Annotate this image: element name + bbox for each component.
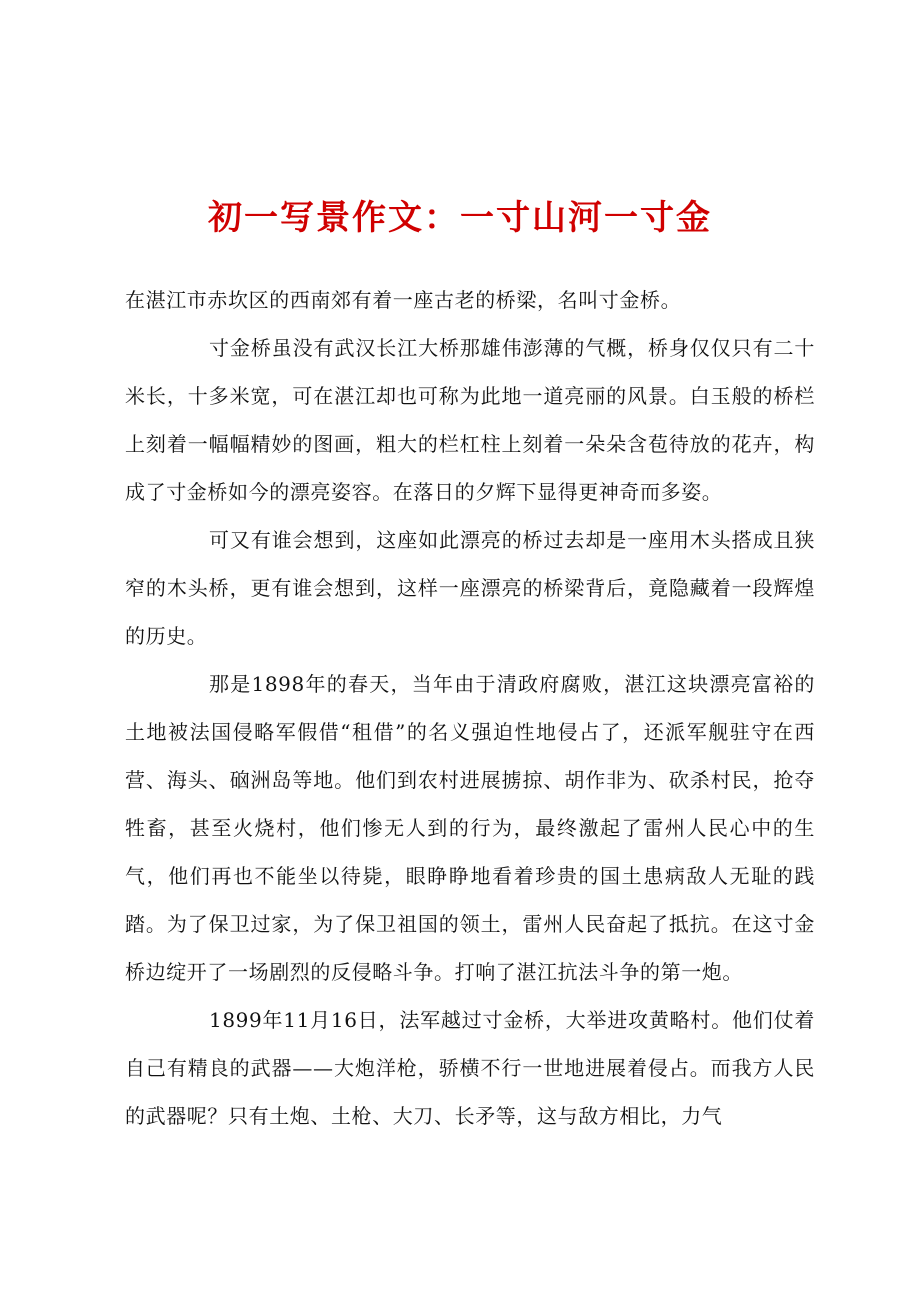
document-title: 初一写景作文：一寸山河一寸金 xyxy=(208,198,712,238)
paragraph: 寸金桥虽没有武汉长江大桥那雄伟澎薄的气概，桥身仅仅只有二十米长，十多米宽，可在湛江却也可称为此地一道亮丽的风景。白玉般的桥栏上刻着一幅幅精妙的图画，粗大的栏杠柱上刻着一朵朵含苞待放的花卉，构成了寸金桥如今的漂亮姿容。在落日的夕辉下显得更神奇而多姿。 xyxy=(125,336,815,504)
paragraph-intro: 在湛江市赤坎区的西南郊有着一座古老的桥梁，名叫寸金桥。 xyxy=(125,288,682,312)
paragraph: 那是1898年的春天，当年由于清政府腐败，湛江这块漂亮富裕的土地被法国侵略军假借“租借”的名义强迫性地侵占了，还派军舰驻守在西营、海头、硇洲岛等地。他们到农村进展掳掠、胡作非为、砍杀村民，抢夺牲畜，甚至火烧村，他们惨无人到的行为，最终激起了雷州人民心中的生气，他们再也不能坐以待毙，眼睁睁地看着珍贵的国土患病敌人无耻的践踏。为了保卫过家，为了保卫祖国的领土，雷州人民奋起了抵抗。在这寸金桥边绽开了一场剧烈的反侵略斗争。打响了湛江抗法斗争的第一炮。 xyxy=(125,672,815,984)
paragraph: 可又有谁会想到，这座如此漂亮的桥过去却是一座用木头搭成且狭窄的木头桥，更有谁会想到，这样一座漂亮的桥梁背后，竟隐藏着一段辉煌的历史。 xyxy=(125,528,815,648)
document-body xyxy=(125,276,815,1140)
paragraph: 1899年11月16日，法军越过寸金桥，大举进攻黄略村。他们仗着自己有精良的武器——大炮洋枪，骄横不行一世地进展着侵占。而我方人民的武器呢？只有土炮、土枪、大刀、长矛等，这与敌方相比，力气 xyxy=(125,1008,815,1128)
